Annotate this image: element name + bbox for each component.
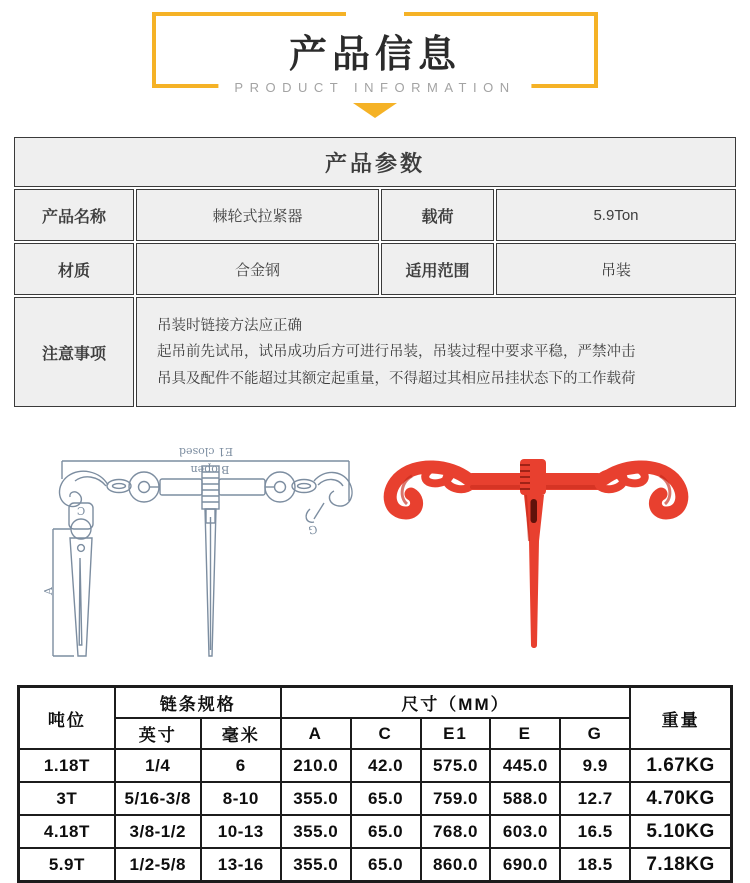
spec-cell: 1/2-5/8 [115,848,201,882]
drawing-label-b-open: B open [190,463,230,476]
spec-cell: 42.0 [351,749,421,782]
spec-header-mm: 毫米 [201,718,281,749]
spec-cell: 9.9 [560,749,630,782]
header-frame [152,12,598,95]
spec-header-row-1 [19,687,732,719]
spec-cell: 5/16-3/8 [115,782,201,815]
param-value-precautions [136,297,736,407]
spec-cell: 1/4 [115,749,201,782]
spec-cell-weight: 5.10KG [630,815,731,848]
spec-cell: 575.0 [421,749,491,782]
spec-row [19,782,732,815]
spec-header-chain: 链条规格 [115,687,281,719]
drawing-label-c: C [76,504,86,517]
spec-header-dims: 尺寸（MM） [281,687,630,719]
spec-cell-weight: 4.70KG [630,782,731,815]
param-label-material: 材质 [14,243,134,295]
spec-header-g: G [560,718,630,749]
page-subtitle: PRODUCT INFORMATION [218,80,531,95]
note-line: 起吊前先试吊，试吊成功后方可进行吊装，吊装过程中要求平稳，严禁冲击 [156,344,636,361]
note-line: 吊具及配件不能超过其额定起重量，不得超过其相应吊挂状态下的工作载荷 [156,370,636,387]
spec-cell: 588.0 [490,782,560,815]
spec-header-c: C [351,718,421,749]
spec-row [19,749,732,782]
params-table-title: 产品参数 [14,137,736,187]
params-row [14,189,736,241]
spec-cell: 3T [19,782,115,815]
spec-cell: 355.0 [281,848,351,882]
product-photo-red-binder [368,449,708,666]
spec-cell: 12.7 [560,782,630,815]
param-label-precautions: 注意事项 [14,297,134,407]
page-title: 产品信息 [288,34,461,76]
drawing-label-g: G [307,522,319,537]
spec-cell: 16.5 [560,815,630,848]
spec-cell: 210.0 [281,749,351,782]
param-value-scope: 吊装 [496,243,736,295]
param-value-product-name: 棘轮式拉紧器 [136,189,379,241]
spec-cell: 6 [201,749,281,782]
product-params-table [12,135,738,409]
params-row [14,243,736,295]
spec-cell: 18.5 [560,848,630,882]
page-header [152,12,598,118]
spec-cell: 65.0 [351,815,421,848]
spec-cell: 355.0 [281,815,351,848]
spec-cell: 1.18T [19,749,115,782]
param-value-load: 5.9Ton [496,189,736,241]
down-triangle-icon [353,103,397,118]
param-label-load: 载荷 [381,189,494,241]
param-label-scope: 适用范围 [381,243,494,295]
spec-cell: 10-13 [201,815,281,848]
spec-header-row-2 [19,718,732,749]
spec-cell: 5.9T [19,848,115,882]
spec-cell: 8-10 [201,782,281,815]
spec-cell: 690.0 [490,848,560,882]
spec-cell: 65.0 [351,848,421,882]
spec-cell: 445.0 [490,749,560,782]
param-label-product-name: 产品名称 [14,189,134,241]
technical-drawing [22,445,364,678]
drawing-label-e1-closed: E1 closed [178,445,234,458]
spec-row [19,815,732,848]
spec-cell: 355.0 [281,782,351,815]
params-title-row [14,137,736,187]
spec-table [17,685,733,883]
spec-header-inch: 英寸 [115,718,201,749]
spec-cell: 768.0 [421,815,491,848]
technical-drawing-svg [22,445,364,673]
product-figures [0,445,750,677]
header-frame-gap [346,12,404,16]
note-line: 吊装时链接方法应正确 [156,318,302,335]
spec-header-e: E [490,718,560,749]
spec-cell-weight: 1.67KG [630,749,731,782]
spec-header-tonnage: 吨位 [19,687,115,750]
spec-header-a: A [281,718,351,749]
spec-header-weight: 重量 [630,687,731,750]
spec-cell: 759.0 [421,782,491,815]
spec-cell: 4.18T [19,815,115,848]
spec-header-e1: E1 [421,718,491,749]
param-value-material: 合金钢 [136,243,379,295]
spec-cell: 860.0 [421,848,491,882]
params-note-row [14,297,736,407]
spec-cell: 13-16 [201,848,281,882]
spec-cell: 3/8-1/2 [115,815,201,848]
drawing-label-a: A [42,587,55,595]
spec-row [19,848,732,882]
spec-cell: 603.0 [490,815,560,848]
red-binder-svg [368,449,708,661]
spec-cell-weight: 7.18KG [630,848,731,882]
spec-cell: 65.0 [351,782,421,815]
